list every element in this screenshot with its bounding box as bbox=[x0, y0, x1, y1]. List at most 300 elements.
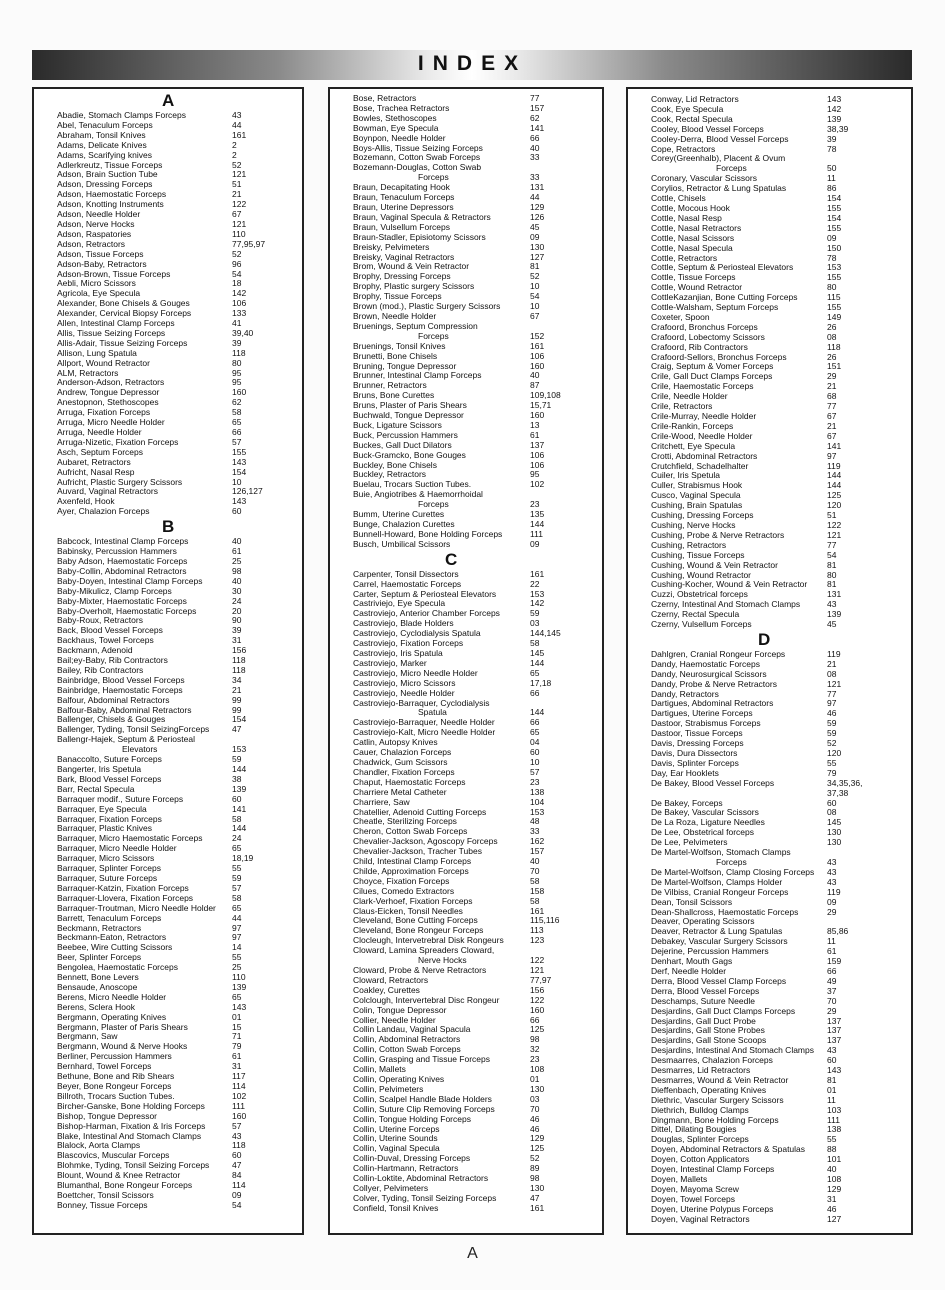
entry-name: Czerny, Rectal Specula bbox=[651, 609, 740, 620]
entry-name: Davis, Dressing Forceps bbox=[651, 738, 744, 749]
entry-page: 55 bbox=[827, 757, 837, 768]
entry-page: 18 bbox=[232, 278, 242, 289]
entry-name: Bowles, Stethoscopes bbox=[353, 112, 437, 123]
entry-name: Doyen, Intestinal Clamp Forceps bbox=[651, 1164, 775, 1175]
entry-name: Collin, Cotton Swab Forceps bbox=[353, 1044, 461, 1055]
entry-page: 43 bbox=[827, 599, 837, 610]
entry-page: 46 bbox=[827, 1203, 837, 1214]
entry-page: 142 bbox=[232, 288, 247, 299]
entry-page: 152 bbox=[530, 330, 545, 341]
entry-name-continuation: Spatula bbox=[418, 707, 447, 718]
entry-page: 58 bbox=[530, 638, 540, 649]
entry-name: Adson, Raspatories bbox=[57, 228, 132, 239]
entry-page: 118 bbox=[232, 1140, 246, 1151]
entry-name: Bergmann, Operating Knives bbox=[57, 1011, 167, 1022]
entry-page: 81 bbox=[827, 559, 837, 570]
entry-name: Cottle, Wound Retractor bbox=[651, 282, 743, 293]
entry-page: 156 bbox=[530, 984, 545, 995]
entry-name: Buchwald, Tongue Depressor bbox=[353, 410, 464, 421]
entry-name: Aufricht, Plastic Surgery Scissors bbox=[57, 476, 183, 487]
entry-page: 139 bbox=[232, 981, 247, 992]
section-letter: C bbox=[445, 549, 458, 569]
entry-page: 21 bbox=[827, 381, 837, 392]
entry-page: 65 bbox=[232, 991, 242, 1002]
entry-page: 29 bbox=[827, 371, 837, 382]
entry-page: 70 bbox=[530, 1103, 540, 1114]
entry-page: 70 bbox=[530, 865, 540, 876]
entry-name: Colver, Tyding, Tonsil Seizing Forceps bbox=[353, 1192, 497, 1203]
entry-page: 118 bbox=[232, 347, 246, 358]
entry-page: 126 bbox=[530, 211, 545, 222]
entry-name: Brunner, Retractors bbox=[353, 380, 427, 391]
entry-page: 58 bbox=[232, 407, 242, 418]
entry-name: Abadie, Stomach Clamps Forceps bbox=[57, 110, 186, 120]
entry-page: 37 bbox=[827, 985, 837, 996]
entry-name: Barrett, Tenaculum Forceps bbox=[57, 912, 162, 923]
entry-name: Bose, Trachea Retractors bbox=[353, 102, 450, 113]
entry-page: 154 bbox=[232, 714, 247, 725]
entry-page: 101 bbox=[827, 1154, 842, 1165]
entry-page: 54 bbox=[232, 1199, 242, 1210]
entry-name: Chevalier-Jackson, Agoscopy Forceps bbox=[353, 836, 498, 847]
entry-name: Beckmann, Retractors bbox=[57, 922, 142, 933]
entry-name: Bircher-Ganske, Bone Holding Forceps bbox=[57, 1100, 205, 1111]
entry-page: 22 bbox=[530, 578, 540, 589]
entry-page: 50 bbox=[827, 163, 837, 174]
entry-page: 23 bbox=[530, 776, 540, 787]
entry-page: 118 bbox=[827, 341, 841, 352]
entry-page: 106 bbox=[530, 449, 545, 460]
entry-name: Charriere, Saw bbox=[353, 796, 410, 807]
entry-name: Castriviejo, Eye Specula bbox=[353, 598, 446, 609]
entry-name: Auvard, Vaginal Retractors bbox=[57, 486, 158, 497]
entry-page: 161 bbox=[530, 905, 545, 916]
entry-page: 62 bbox=[530, 112, 540, 123]
entry-page: 04 bbox=[530, 737, 540, 748]
entry-page: 61 bbox=[827, 946, 837, 957]
entry-name: Bark, Blood Vessel Forceps bbox=[57, 773, 162, 784]
entry-name: Brom, Wound & Vein Retractor bbox=[353, 261, 470, 272]
index-entry bbox=[353, 798, 602, 808]
entry-page: 111 bbox=[827, 1114, 840, 1125]
entry-name: Cilues, Comedo Extractors bbox=[353, 885, 455, 896]
entry-name: Ballenger, Chisels & Gouges bbox=[57, 714, 166, 725]
entry-name: Brunetti, Bone Chisels bbox=[353, 350, 438, 361]
entry-name: Cloward, Probe & Nerve Retractors bbox=[353, 965, 487, 976]
entry-name: Braun, Decapitating Hook bbox=[353, 182, 450, 193]
entry-page: 61 bbox=[232, 546, 242, 557]
entry-name: Blohmke, Tyding, Tonsil Seizing Forceps bbox=[57, 1160, 210, 1171]
entry-page: 57 bbox=[232, 436, 242, 447]
entry-page: 23 bbox=[530, 1054, 540, 1065]
entry-name: Collin, Suture Clip Removing Forceps bbox=[353, 1103, 495, 1114]
entry-name: Bail;ey-Baby, Rib Contractors bbox=[57, 655, 168, 666]
entry-page: 138 bbox=[530, 786, 545, 797]
entry-page: 29 bbox=[827, 1005, 837, 1016]
entry-page: 80 bbox=[827, 569, 837, 580]
entry-page: 66 bbox=[530, 132, 540, 143]
entry-page: 90 bbox=[232, 615, 242, 626]
entry-name: Bergmann, Saw bbox=[57, 1031, 118, 1042]
entry-page: 144 bbox=[232, 764, 247, 775]
entry-name: Barraquer-Katzin, Fixation Forceps bbox=[57, 882, 189, 893]
index-list bbox=[353, 94, 602, 1214]
entry-name: Braun, Uterine Depressors bbox=[353, 201, 454, 212]
entry-name: Crotti, Abdominal Retractors bbox=[651, 450, 758, 461]
entry-name: Collin, Uterine Forceps bbox=[353, 1123, 440, 1134]
index-list bbox=[651, 95, 911, 1225]
page-footer-letter: A bbox=[467, 1245, 478, 1262]
entry-page: 157 bbox=[530, 102, 545, 113]
entry-name: Dandy, Neurosurgical Scissors bbox=[651, 668, 767, 679]
entry-page: 141 bbox=[530, 122, 545, 133]
index-entry bbox=[353, 946, 602, 966]
entry-name: Barraquer-Troutman, Micro Needle Holder bbox=[57, 902, 216, 913]
index-entry bbox=[353, 540, 602, 550]
entry-page: 155 bbox=[232, 446, 247, 457]
entry-page: 119 bbox=[827, 460, 841, 471]
entry-name: Axenfeld, Hook bbox=[57, 496, 115, 507]
entry-page: 117 bbox=[232, 1071, 246, 1082]
entry-page: 77 bbox=[530, 93, 540, 103]
entry-page: 79 bbox=[827, 767, 837, 778]
entry-page: 67 bbox=[827, 430, 837, 441]
entry-page: 40 bbox=[530, 370, 540, 381]
entry-page: 144 bbox=[827, 480, 842, 491]
entry-name: Buckes, Gall Duct Dilators bbox=[353, 439, 452, 450]
entry-name: Barraquer, Splinter Forceps bbox=[57, 863, 161, 874]
entry-name-continuation: Forceps bbox=[418, 330, 449, 341]
entry-name: Cleveland, Bone Rongeur Forceps bbox=[353, 925, 484, 936]
entry-page: 43 bbox=[827, 1045, 837, 1056]
entry-page: 58 bbox=[530, 875, 540, 886]
entry-page: 2 bbox=[232, 149, 237, 160]
entry-page: 65 bbox=[530, 667, 540, 678]
entry-name: Abraham, Tonsil Knives bbox=[57, 129, 146, 140]
index-entry bbox=[353, 699, 602, 719]
entry-name: Barraquer modif., Suture Forceps bbox=[57, 793, 184, 804]
entry-page: 41 bbox=[232, 318, 242, 329]
entry-page: 95 bbox=[530, 469, 540, 480]
entry-name: Adson, Tissue Forceps bbox=[57, 248, 144, 259]
entry-page: 160 bbox=[530, 410, 545, 421]
entry-page: 126,127 bbox=[232, 486, 263, 497]
entry-page: 122 bbox=[530, 994, 545, 1005]
entry-page: 77,95,97 bbox=[232, 238, 266, 249]
entry-page: 130 bbox=[530, 241, 545, 252]
entry-name: Barraquer, Micro Haemostatic Forceps bbox=[57, 833, 203, 844]
entry-page: 81 bbox=[827, 579, 837, 590]
entry-name: Arruga, Micro Needle Holder bbox=[57, 417, 165, 428]
entry-page: 47 bbox=[232, 1160, 242, 1171]
entry-page: 99 bbox=[232, 704, 242, 715]
entry-page: 137 bbox=[827, 1035, 842, 1046]
entry-page: 121 bbox=[530, 965, 545, 976]
index-entry bbox=[57, 1201, 302, 1211]
entry-name: Desmaarres, Chalazion Forceps bbox=[651, 1055, 773, 1066]
entry-page: 46 bbox=[827, 708, 837, 719]
entry-name: Day, Ear Hooklets bbox=[651, 767, 719, 778]
entry-name: Cushing, Wound & Vein Retractor bbox=[651, 559, 778, 570]
entry-page: 03 bbox=[530, 618, 540, 629]
entry-page: 77 bbox=[827, 539, 837, 550]
entry-page: 54 bbox=[530, 291, 540, 302]
entry-page: 58 bbox=[530, 895, 540, 906]
entry-name: Bose, Retractors bbox=[353, 93, 417, 103]
entry-name: Derf, Needle Holder bbox=[651, 965, 727, 976]
entry-name: Baby-Mixter, Haemostatic Forceps bbox=[57, 595, 187, 606]
entry-page: 61 bbox=[232, 1051, 242, 1062]
entry-page: 115 bbox=[827, 292, 841, 303]
entry-page: 60 bbox=[232, 1150, 242, 1161]
entry-name: Baby-Collin, Abdominal Retractors bbox=[57, 565, 187, 576]
entry-name: Chevalier-Jackson, Tracher Tubes bbox=[353, 846, 482, 857]
entry-name: Desmarres, Wound & Vein Retractor bbox=[651, 1074, 789, 1085]
entry-page: 59 bbox=[827, 728, 837, 739]
entry-name: Cottle, Septum & Periosteal Elevators bbox=[651, 262, 794, 273]
entry-name: Anestopnon, Stethoscopes bbox=[57, 397, 159, 408]
index-column-2 bbox=[328, 87, 604, 1235]
entry-name: Arruga, Needle Holder bbox=[57, 427, 142, 437]
entry-name: Brunner, Intestinal Clamp Forceps bbox=[353, 370, 482, 381]
entry-page: 103 bbox=[827, 1104, 842, 1115]
entry-page: 111 bbox=[530, 528, 543, 539]
entry-name: Crafoord, Lobectomy Scissors bbox=[651, 331, 765, 342]
entry-page: 144 bbox=[530, 707, 545, 718]
entry-page: 121 bbox=[232, 218, 247, 229]
entry-name: Beer, Splinter Forceps bbox=[57, 952, 142, 963]
index-column-3 bbox=[626, 87, 913, 1235]
entry-page: 25 bbox=[232, 555, 242, 566]
entry-name: Bozemann-Douglas, Cotton Swab bbox=[353, 162, 482, 173]
entry-page: 139 bbox=[232, 783, 247, 794]
entry-name: Cushing, Retractors bbox=[651, 539, 727, 550]
entry-page: 123 bbox=[530, 935, 545, 946]
entry-page: 159 bbox=[827, 956, 842, 967]
entry-name: Beyer, Bone Rongeur Forceps bbox=[57, 1081, 172, 1092]
entry-name: Choyce, Fixation Forceps bbox=[353, 875, 450, 886]
entry-page: 150 bbox=[827, 242, 842, 253]
entry-page: 121 bbox=[827, 678, 842, 689]
entry-page: 97 bbox=[827, 450, 837, 461]
entry-page: 142 bbox=[530, 598, 545, 609]
entry-name: Boys-Allis, Tissue Seizing Forceps bbox=[353, 142, 483, 153]
entry-name: Asch, Septum Forceps bbox=[57, 446, 143, 457]
entry-page: 119 bbox=[827, 886, 841, 897]
entry-name: Collin-Duval, Dressing Forceps bbox=[353, 1153, 471, 1164]
entry-name: Castroviejo, Cyclodialysis Spatula bbox=[353, 628, 481, 639]
entry-name: Banaccolto, Suture Forceps bbox=[57, 754, 162, 765]
section-letter: A bbox=[162, 91, 175, 110]
entry-name: Corylios, Retractor & Lung Spatulas bbox=[651, 183, 787, 194]
entry-page: 143 bbox=[232, 1001, 247, 1012]
entry-name: Castroviejo-Barraquer, Needle Holder bbox=[353, 717, 495, 728]
entry-name: Buck, Percussion Hammers bbox=[353, 429, 458, 440]
entry-name: Cheatle, Sterilizing Forceps bbox=[353, 816, 457, 827]
entry-name: Culler, Strabismus Hook bbox=[651, 480, 743, 491]
entry-page: 08 bbox=[827, 331, 837, 342]
entry-name: Braun, Vaginal Specula & Retractors bbox=[353, 211, 491, 222]
entry-page: 54 bbox=[827, 549, 837, 560]
entry-page: 102 bbox=[232, 1090, 247, 1101]
index-entry bbox=[651, 1215, 911, 1225]
entry-page: 78 bbox=[827, 143, 837, 154]
entry-name: Debakey, Vascular Surgery Scissors bbox=[651, 936, 788, 947]
entry-name: Cottle, Mocous Hook bbox=[651, 202, 730, 213]
entry-name: Aubaret, Retractors bbox=[57, 456, 131, 467]
entry-name: Ballenger, Tyding, Tonsil SeizingForceps bbox=[57, 724, 210, 735]
entry-name: Dartigues, Uterine Forceps bbox=[651, 708, 753, 719]
entry-name: Baby-Roux, Retractors bbox=[57, 615, 143, 626]
entry-page: 58 bbox=[232, 892, 242, 903]
entry-page: 161 bbox=[530, 568, 545, 579]
entry-name: Collin, Mallets bbox=[353, 1064, 406, 1075]
entry-page: 113 bbox=[530, 925, 544, 936]
entry-name: Bonney, Tissue Forceps bbox=[57, 1199, 148, 1210]
entry-name: Blascovics, Muscular Forceps bbox=[57, 1150, 170, 1161]
entry-page: 142 bbox=[827, 103, 842, 114]
entry-name: Braun, Vulsellum Forceps bbox=[353, 221, 451, 232]
entry-name: Cusco, Vaginal Specula bbox=[651, 490, 741, 501]
entry-name: Castroviejo, Blade Holders bbox=[353, 618, 454, 629]
entry-page: 52 bbox=[232, 248, 242, 259]
entry-name: Arruga, Fixation Forceps bbox=[57, 407, 151, 418]
entry-page: 58 bbox=[232, 813, 242, 824]
entry-page: 38 bbox=[232, 773, 242, 784]
entry-page: 59 bbox=[232, 872, 242, 883]
entry-name: Ballengr-Hajek, Septum & Periosteal bbox=[57, 734, 195, 745]
entry-name: Douglas, Splinter Forceps bbox=[651, 1134, 749, 1145]
entry-name: Crafoord, Rib Contractors bbox=[651, 341, 748, 352]
entry-name: Desmarres, Lid Retractors bbox=[651, 1065, 751, 1076]
entry-page: 108 bbox=[530, 1064, 545, 1075]
index-entry bbox=[651, 779, 911, 799]
entry-name: Desjardins, Intestinal And Stomach Clamps bbox=[651, 1045, 814, 1056]
entry-page: 08 bbox=[827, 807, 837, 818]
entry-page: 38,39 bbox=[827, 123, 849, 134]
index-entry bbox=[353, 490, 602, 510]
entry-page: 141 bbox=[232, 803, 247, 814]
entry-page-continuation: 37,38 bbox=[827, 787, 849, 798]
entry-page: 153 bbox=[530, 588, 545, 599]
entry-name: Dieffenbach, Operating Knives bbox=[651, 1084, 767, 1095]
entry-page: 106 bbox=[530, 350, 545, 361]
entry-page: 31 bbox=[232, 635, 242, 646]
entry-name: Doyen, Mallets bbox=[651, 1174, 708, 1185]
entry-page: 78 bbox=[827, 252, 837, 263]
entry-page: 71 bbox=[232, 1031, 242, 1042]
index-entry bbox=[57, 597, 302, 607]
index-entry bbox=[57, 735, 302, 755]
entry-name: Castroviejo, Anterior Chamber Forceps bbox=[353, 608, 500, 619]
entry-name: Beckmann-Eaton, Retractors bbox=[57, 932, 167, 943]
entry-name: Aufricht, Nasal Resp bbox=[57, 466, 135, 477]
entry-name: Bowman, Eye Specula bbox=[353, 122, 439, 133]
entry-name: Collin-Loktite, Abdominal Retractors bbox=[353, 1173, 489, 1184]
entry-name: Dingmann, Bone Holding Forceps bbox=[651, 1114, 779, 1125]
entry-page: 65 bbox=[232, 417, 242, 428]
entry-name: Dahlgren, Cranial Rongeur Forceps bbox=[651, 648, 786, 659]
entry-name: Colclough, Intervertebral Disc Rongeur bbox=[353, 994, 500, 1005]
entry-name: Cushing-Kocher, Wound & Vein Retractor bbox=[651, 579, 808, 590]
entry-name: Cheron, Cotton Swab Forceps bbox=[353, 826, 468, 837]
entry-name: Bethune, Bone and Rib Shears bbox=[57, 1071, 175, 1082]
entry-page: 97 bbox=[232, 922, 242, 933]
entry-name-continuation: Forceps bbox=[418, 172, 449, 183]
entry-page: 46 bbox=[530, 1123, 540, 1134]
entry-page: 31 bbox=[232, 1061, 242, 1072]
entry-page: 39,40 bbox=[232, 327, 254, 338]
entry-name: Anderson-Adson, Retractors bbox=[57, 377, 165, 388]
entry-page: 66 bbox=[827, 965, 837, 976]
entry-page: 17,18 bbox=[530, 677, 552, 688]
entry-name: Baby-Overholt, Haemostatic Forceps bbox=[57, 605, 197, 616]
entry-page: 67 bbox=[232, 209, 242, 220]
entry-page: 89 bbox=[530, 1163, 540, 1174]
entry-name: Dittel, Dilating Bougies bbox=[651, 1124, 737, 1135]
entry-name: Bernhard, Towel Forceps bbox=[57, 1061, 152, 1072]
entry-name: Berens, Sclera Hook bbox=[57, 1001, 135, 1012]
entry-name: Bruenings, Tonsil Knives bbox=[353, 340, 446, 351]
entry-page: 33 bbox=[530, 172, 540, 183]
entry-name: Beebee, Wire Cutting Scissors bbox=[57, 942, 173, 953]
entry-page: 57 bbox=[232, 882, 242, 893]
entry-name: De Bakey, Forceps bbox=[651, 797, 723, 808]
entry-name: De Martel-Wolfson, Clamps Holder bbox=[651, 876, 783, 887]
entry-name: Brophy, Dressing Forceps bbox=[353, 271, 451, 282]
index-entry bbox=[353, 352, 602, 362]
entry-name: Cushing, Wound Retractor bbox=[651, 569, 752, 580]
entry-name: Castroviejo, Iris Spatula bbox=[353, 647, 443, 658]
entry-page: 52 bbox=[530, 271, 540, 282]
entry-page: 153 bbox=[827, 262, 842, 273]
entry-name: Carrel, Haemostatic Forceps bbox=[353, 578, 462, 589]
entry-page: 144,145 bbox=[530, 628, 561, 639]
entry-name: Allis-Adair, Tissue Seizing Forceps bbox=[57, 337, 188, 348]
entry-name: Cooley-Derra, Blood Vessel Forceps bbox=[651, 133, 789, 144]
entry-page: 161 bbox=[232, 129, 247, 140]
entry-name: Allis, Tissue Seizing Forceps bbox=[57, 327, 166, 338]
entry-page: 79 bbox=[232, 1041, 242, 1052]
entry-name: Barraquer, Suture Forceps bbox=[57, 872, 158, 883]
entry-name: Barr, Rectal Specula bbox=[57, 783, 135, 794]
entry-page: 127 bbox=[530, 251, 545, 262]
entry-name: Castroviejo, Needle Holder bbox=[353, 687, 455, 698]
entry-name-continuation: Forceps bbox=[418, 499, 449, 510]
entry-name: Billroth, Trocars Suction Tubes. bbox=[57, 1090, 175, 1101]
entry-name: Brophy, Plastic surgery Scissors bbox=[353, 281, 475, 292]
entry-page: 60 bbox=[232, 793, 242, 804]
entry-page: 33 bbox=[530, 152, 540, 163]
entry-name: Childe, Approximation Forceps bbox=[353, 865, 469, 876]
entry-page: 118 bbox=[232, 664, 246, 675]
entry-name: Buck-Gramcko, Bone Gouges bbox=[353, 449, 466, 460]
entry-name: Balfour-Baby, Abdominal Retractors bbox=[57, 704, 192, 715]
entry-name: Collier, Needle Holder bbox=[353, 1014, 436, 1025]
entry-name: Castroviejo, Micro Needle Holder bbox=[353, 667, 478, 678]
entry-name: Crile-Wood, Needle Holder bbox=[651, 430, 753, 441]
entry-page: 34 bbox=[232, 674, 242, 685]
section-letter: B bbox=[162, 517, 175, 537]
entry-page: 119 bbox=[827, 648, 841, 659]
entry-name: Adson, Knotting Instruments bbox=[57, 199, 164, 210]
entry-name: De Bakey, Blood Vessel Forceps bbox=[651, 777, 775, 788]
entry-name: Castroviejo-Kalt, Micro Needle Holder bbox=[353, 727, 496, 738]
entry-name: Dejerine, Percussion Hammers bbox=[651, 946, 769, 957]
entry-page: 47 bbox=[530, 1192, 540, 1203]
entry-name: Braun-Stadler, Episiotomy Scissors bbox=[353, 231, 486, 242]
entry-page: 61 bbox=[530, 429, 540, 440]
